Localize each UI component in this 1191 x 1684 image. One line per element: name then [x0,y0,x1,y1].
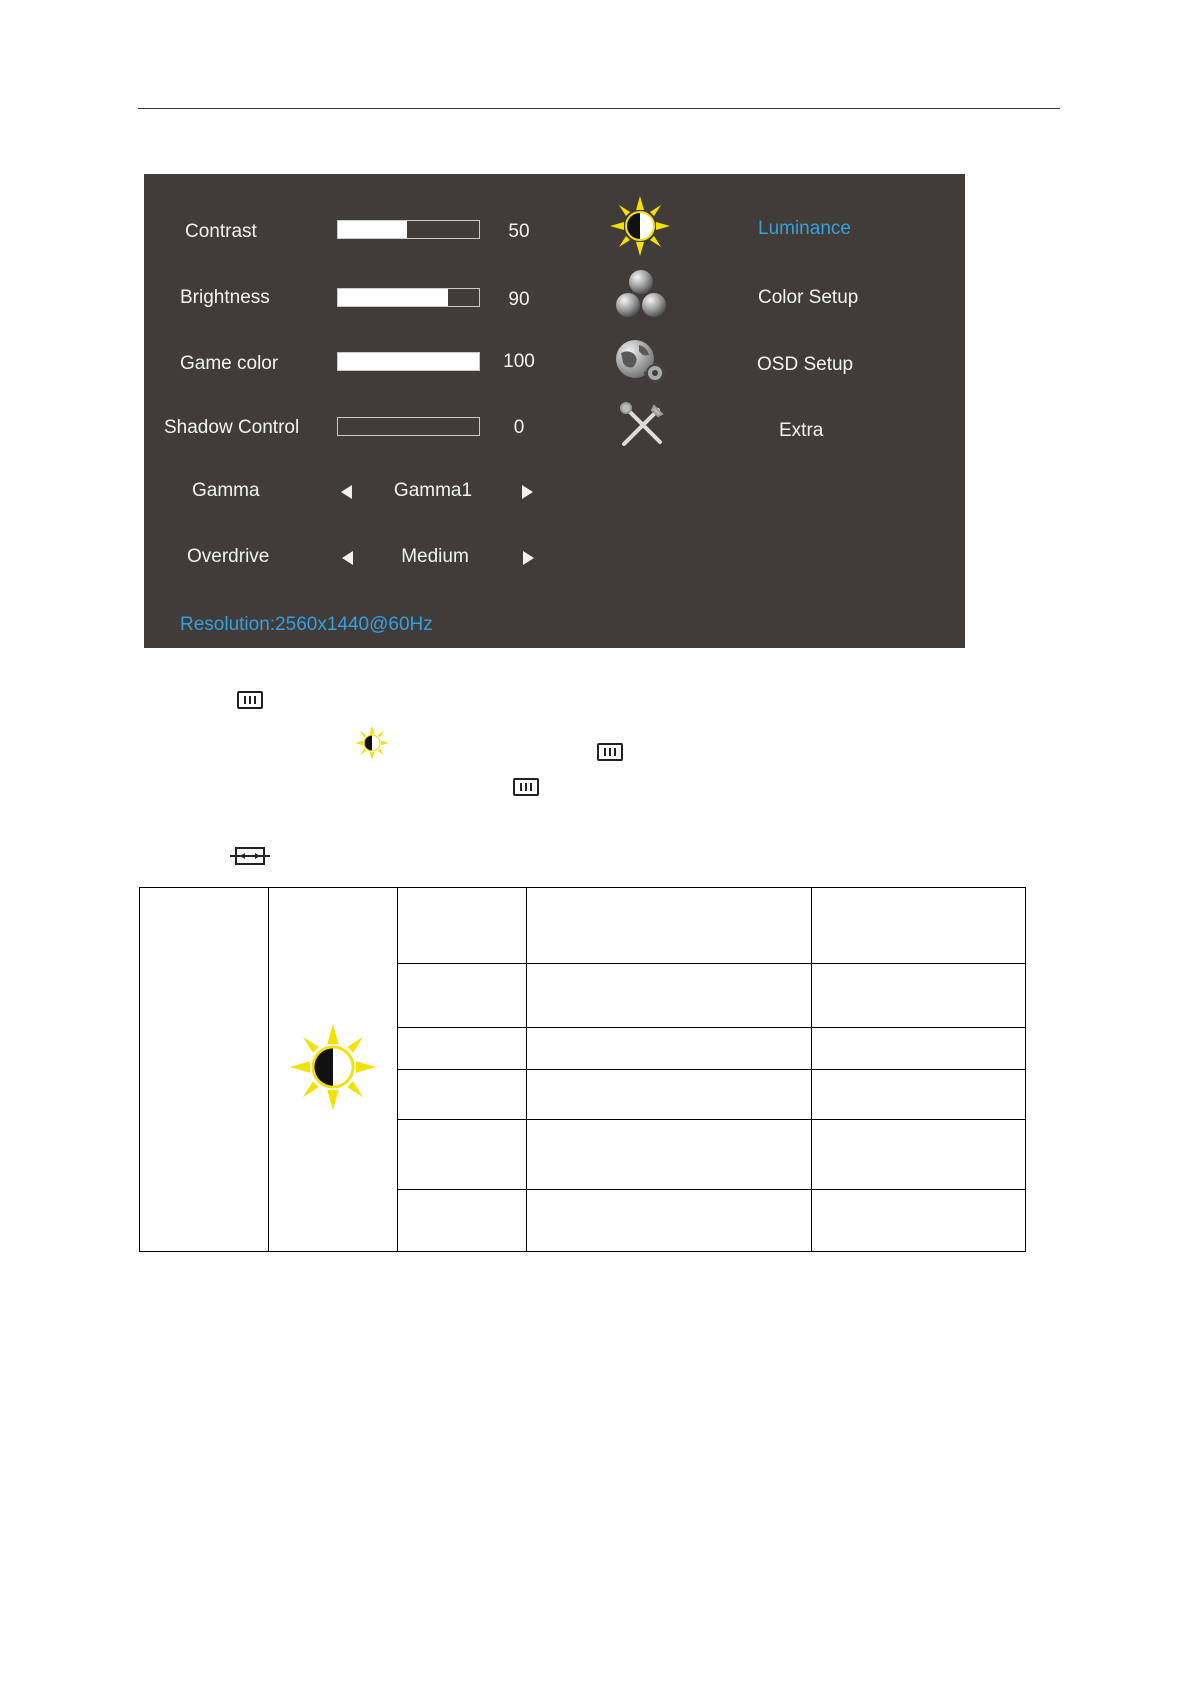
menu-item-extra[interactable]: Extra [779,420,824,441]
color-balls-icon[interactable] [613,268,669,320]
gamma-prev-arrow-icon[interactable] [341,485,352,499]
table-cell [398,1070,527,1120]
table-cell [812,1190,1026,1252]
overdrive-label: Overdrive [187,546,270,567]
brightness-value: 90 [508,289,530,310]
table-cell [527,1120,812,1190]
table-cell [398,1120,527,1190]
resolution-status: Resolution:2560x1440@60Hz [180,614,433,635]
table-cell [812,888,1026,964]
game-color-slider-fill [338,353,479,370]
globe-gear-icon[interactable] [613,339,669,387]
table-cell [140,888,269,1252]
tools-icon[interactable] [618,402,666,450]
table-cell [812,964,1026,1028]
brightness-slider[interactable] [337,288,480,307]
sun-icon[interactable] [610,196,670,256]
menu-item-osd-setup[interactable]: OSD Setup [757,354,854,375]
overdrive-next-arrow-icon[interactable] [523,551,534,565]
table-cell [398,1028,527,1070]
table-cell [527,888,812,964]
header-rule [138,108,1060,109]
contrast-label: Contrast [185,221,257,242]
contrast-slider-fill [338,221,407,238]
table-cell [527,1070,812,1120]
table-cell [398,1190,527,1252]
table-cell [812,1028,1026,1070]
contrast-value: 50 [508,221,530,242]
table-cell [398,964,527,1028]
gamma-next-arrow-icon[interactable] [522,485,533,499]
menu-item-luminance[interactable]: Luminance [758,218,851,239]
table-cell [812,1070,1026,1120]
overdrive-option: Medium [401,546,469,567]
game-color-slider[interactable] [337,352,480,371]
gamma-option: Gamma1 [393,480,473,501]
shadow-control-label: Shadow Control [164,417,300,438]
game-color-value: 100 [503,351,535,372]
gamma-label: Gamma [192,480,260,501]
table-cell [269,888,398,1252]
menu-key-icon [513,778,539,796]
table-cell [398,888,527,964]
menu-key-icon [237,691,263,709]
contrast-slider[interactable] [337,220,480,239]
table-cell [812,1120,1026,1190]
sun-icon [355,726,389,760]
table-cell [527,1190,812,1252]
shadow-control-value: 0 [513,417,525,438]
luminance-spec-table [139,887,1026,1252]
osd-panel [144,174,965,648]
menu-item-color-setup[interactable]: Color Setup [758,287,859,308]
shadow-control-slider[interactable] [337,417,480,436]
menu-key-icon [597,743,623,761]
table-cell [527,964,812,1028]
exit-key-icon [230,845,270,867]
sun-icon [290,1024,376,1110]
game-color-label: Game color [180,353,279,374]
brightness-label: Brightness [180,287,270,308]
table-cell [527,1028,812,1070]
overdrive-prev-arrow-icon[interactable] [342,551,353,565]
brightness-slider-fill [338,289,448,306]
